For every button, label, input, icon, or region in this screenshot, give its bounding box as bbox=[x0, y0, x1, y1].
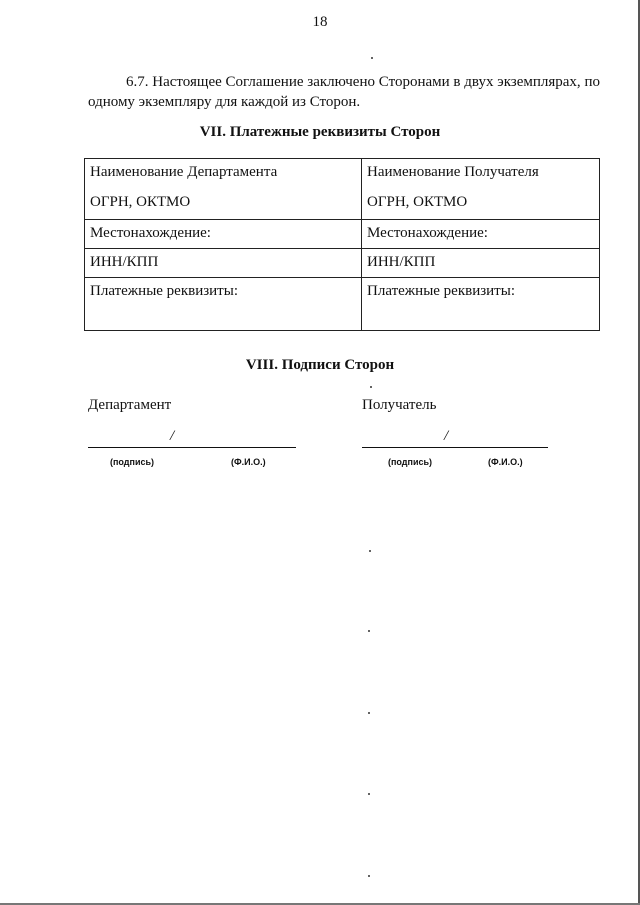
department-signature-caption: (подпись) bbox=[110, 457, 155, 467]
section-7-heading: VII. Платежные реквизиты Сторон bbox=[199, 124, 441, 140]
page-number: 18 bbox=[312, 14, 328, 30]
department-name-caption: (Ф.И.О.) bbox=[231, 457, 266, 467]
recipient-name-caption: (Ф.И.О.) bbox=[488, 457, 523, 467]
table-row bbox=[85, 220, 600, 249]
table-row bbox=[85, 278, 600, 331]
scan-speck bbox=[370, 386, 372, 388]
recipient-signature-caption: (подпись) bbox=[388, 457, 433, 467]
scan-speck bbox=[368, 875, 370, 877]
department-signatory-label: Департамент bbox=[88, 397, 172, 413]
department-signature-slash: / bbox=[170, 428, 175, 444]
payment-details-table bbox=[84, 158, 600, 331]
section-8-heading: VIII. Подписи Сторон bbox=[245, 357, 395, 373]
recipient-name-label: Наименование Получателя bbox=[367, 164, 539, 180]
recipient-ogrn-label: ОГРН, ОКТМО bbox=[367, 194, 468, 210]
table-row bbox=[85, 159, 600, 220]
department-signature-line bbox=[88, 447, 296, 448]
recipient-name-cell bbox=[362, 159, 600, 220]
scan-speck bbox=[368, 793, 370, 795]
recipient-signature-slash: / bbox=[444, 428, 449, 444]
department-ogrn-label: ОГРН, ОКТМО bbox=[90, 194, 191, 210]
scan-speck bbox=[368, 712, 370, 714]
recipient-signatory-label: Получатель bbox=[362, 397, 437, 413]
department-payment-label: Платежные реквизиты: bbox=[85, 278, 362, 331]
scan-speck bbox=[368, 630, 370, 632]
recipient-location-label: Местонахождение: bbox=[362, 220, 600, 249]
paragraph-6-7: 6.7. Настоящее Соглашение заключено Сторонами в двух экземплярах, по одному экземпляру для каждой из Сторон. bbox=[88, 74, 600, 110]
department-name-label: Наименование Департамента bbox=[90, 164, 278, 180]
recipient-signature-line bbox=[362, 447, 548, 448]
department-inn-label: ИНН/КПП bbox=[85, 249, 362, 278]
scan-speck bbox=[369, 550, 371, 552]
scan-speck bbox=[371, 57, 373, 59]
recipient-payment-label: Платежные реквизиты: bbox=[362, 278, 600, 331]
department-name-cell bbox=[85, 159, 362, 220]
department-location-label: Местонахождение: bbox=[85, 220, 362, 249]
recipient-inn-label: ИНН/КПП bbox=[362, 249, 600, 278]
table-row bbox=[85, 249, 600, 278]
